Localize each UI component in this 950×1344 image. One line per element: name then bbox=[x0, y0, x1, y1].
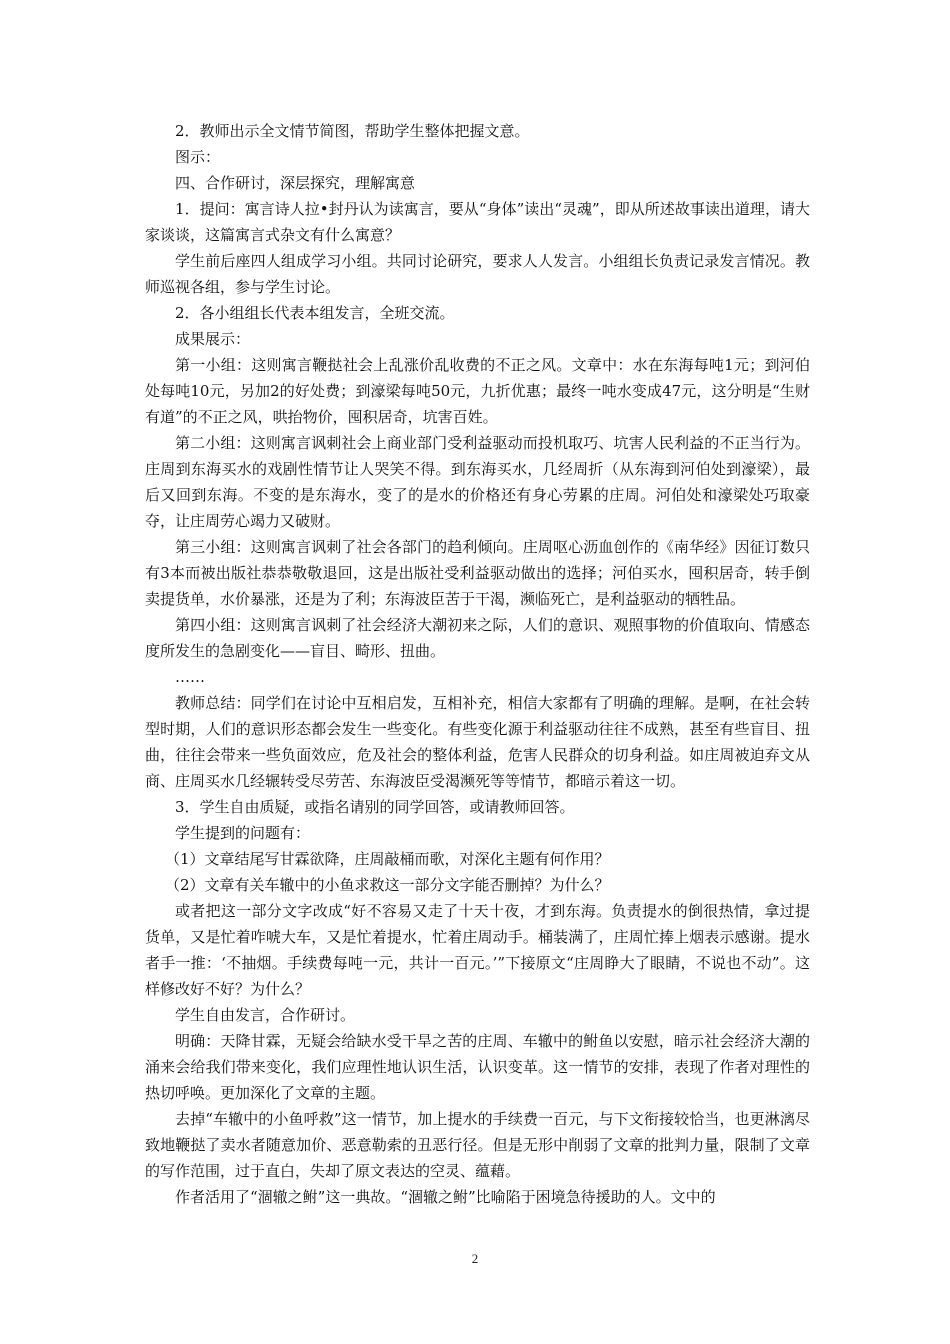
paragraph-questions-label: 学生提到的问题有： bbox=[175, 824, 311, 842]
paragraph-teacher-summary: 教师总结：同学们在讨论中互相启发，互相补充，相信大家都有了明确的理解。是啊，在社会转型时期，人们的意识形态都会发生一些变化。有些变化源于利益驱动往往不成熟，甚至有些盲目、扭曲，往往会带来一些负面效应，危及社会的整体利益，危害人民群众的切身利益。如庄周被迫弃文从商、庄周买水几经辗转受尽劳苦、东海波臣受渴濒死等等情节，都暗示着这一切。 bbox=[145, 694, 810, 790]
paragraph-group-4: 第四小组：这则寓言讽刺了社会经济大潮初来之际，人们的意识、观照事物的价值取向、情感态度所发生的急剧变化——盲目、畸形、扭曲。 bbox=[145, 616, 810, 660]
paragraph-question-1: 1．提问：寓言诗人拉•封丹认为读寓言，要从“身体”读出“灵魂”，即从所述故事读出道理，请大家谈谈，这篇寓言式杂文有什么寓意？ bbox=[145, 200, 810, 244]
page-number: 2 bbox=[471, 1251, 479, 1266]
paragraph-allusion: 作者活用了“涸辙之鲋”这一典故。“涸辙之鲋”比喻陷于困境急待援助的人。文中的 bbox=[175, 1188, 716, 1206]
paragraph-2: 图示： bbox=[175, 148, 221, 166]
paragraph-results-label: 成果展示： bbox=[175, 330, 251, 348]
paragraph-group-1: 第一小组：这则寓言鞭挞社会上乱涨价乱收费的不正之风。文章中：水在东海每吨1元；到河伯处每吨10元，另加2的好处费；到濠梁每吨50元，九折优惠；最终一吨水变成47元，这分明是“生财有道”的不正之风，哄抬物价，囤积居奇，坑害百姓。 bbox=[145, 356, 810, 426]
section-heading-4: 四、合作研讨，深层探究，理解寓意 bbox=[175, 174, 416, 192]
paragraph-1: 2．教师出示全文情节简图，帮助学生整体把握文意。 bbox=[175, 122, 530, 140]
paragraph-free-discussion: 学生自由发言，合作研讨。 bbox=[175, 1006, 356, 1024]
document-body bbox=[145, 118, 810, 1210]
paragraph-remove-analysis: 去掉“车辙中的小鱼呼救”这一情节，加上提水的手续费一百元，与下文衔接较恰当，也更淋漓尽致地鞭挞了卖水者随意加价、恶意勒索的丑恶行径。但是无形中削弱了文章的批判力量，限制了文章的写作范围，过于直白，失却了原文表达的空灵、蕴藉。 bbox=[145, 1110, 810, 1180]
paragraph-rewrite: 或者把这一部分文字改成“好不容易又走了十天十夜，才到东海。负责提水的倒很热情，拿过提货单，又是忙着咋唬大车，又是忙着提水，忙着庄周动手。桶装满了，庄周忙捧上烟表示感谢。提水者手一推：‘不抽烟。手续费每吨一元，共计一百元。’”下接原文“庄周睁大了眼睛，不说也不动”。这样修改好不好？为什么？ bbox=[145, 902, 810, 998]
paragraph-group-setup: 学生前后座四人组成学习小组。共同讨论研究，要求人人发言。小组组长负责记录发言情况。教师巡视各组，参与学生讨论。 bbox=[145, 252, 810, 296]
paragraph-step-2: 2．各小组组长代表本组发言，全班交流。 bbox=[175, 304, 455, 322]
paragraph-question-a: （1）文章结尾写甘霖欲降，庄周敲桶而歌，对深化主题有何作用？ bbox=[165, 850, 610, 868]
paragraph-ellipsis: …… bbox=[175, 668, 205, 686]
paragraph-clarify: 明确：天降甘霖，无疑会给缺水受干旱之苦的庄周、车辙中的鲋鱼以安慰，暗示社会经济大潮的涌来会给我们带来变化，我们应理性地认识生活，认识变革。这一情节的安排，表现了作者对理性的热切呼唤。更加深化了文章的主题。 bbox=[145, 1032, 810, 1102]
paragraph-step-3: 3．学生自由质疑，或指名请别的同学回答，或请教师回答。 bbox=[175, 798, 575, 816]
paragraph-group-3: 第三小组：这则寓言讽刺了社会各部门的趋利倾向。庄周呕心沥血创作的《南华经》因征订数只有3本而被出版社恭恭敬敬退回，这是出版社受利益驱动做出的选择；河伯买水，囤积居奇，转手倒卖提货单，水价暴涨，还是为了利；东海波臣苦于干渴，濒临死亡，是利益驱动的牺牲品。 bbox=[145, 538, 810, 608]
paragraph-group-2: 第二小组：这则寓言讽刺社会上商业部门受利益驱动而投机取巧、坑害人民利益的不正当行为。庄周到东海买水的戏剧性情节让人哭笑不得。到东海买水，几经周折（从东海到河伯处到濠梁），最后又回到东海。不变的是东海水，变了的是水的价格还有身心劳累的庄周。河伯处和濠梁处巧取豪夺，让庄周劳心竭力又破财。 bbox=[145, 434, 810, 530]
paragraph-question-b: （2）文章有关车辙中的小鱼求救这一部分文字能否删掉？为什么？ bbox=[165, 876, 610, 894]
